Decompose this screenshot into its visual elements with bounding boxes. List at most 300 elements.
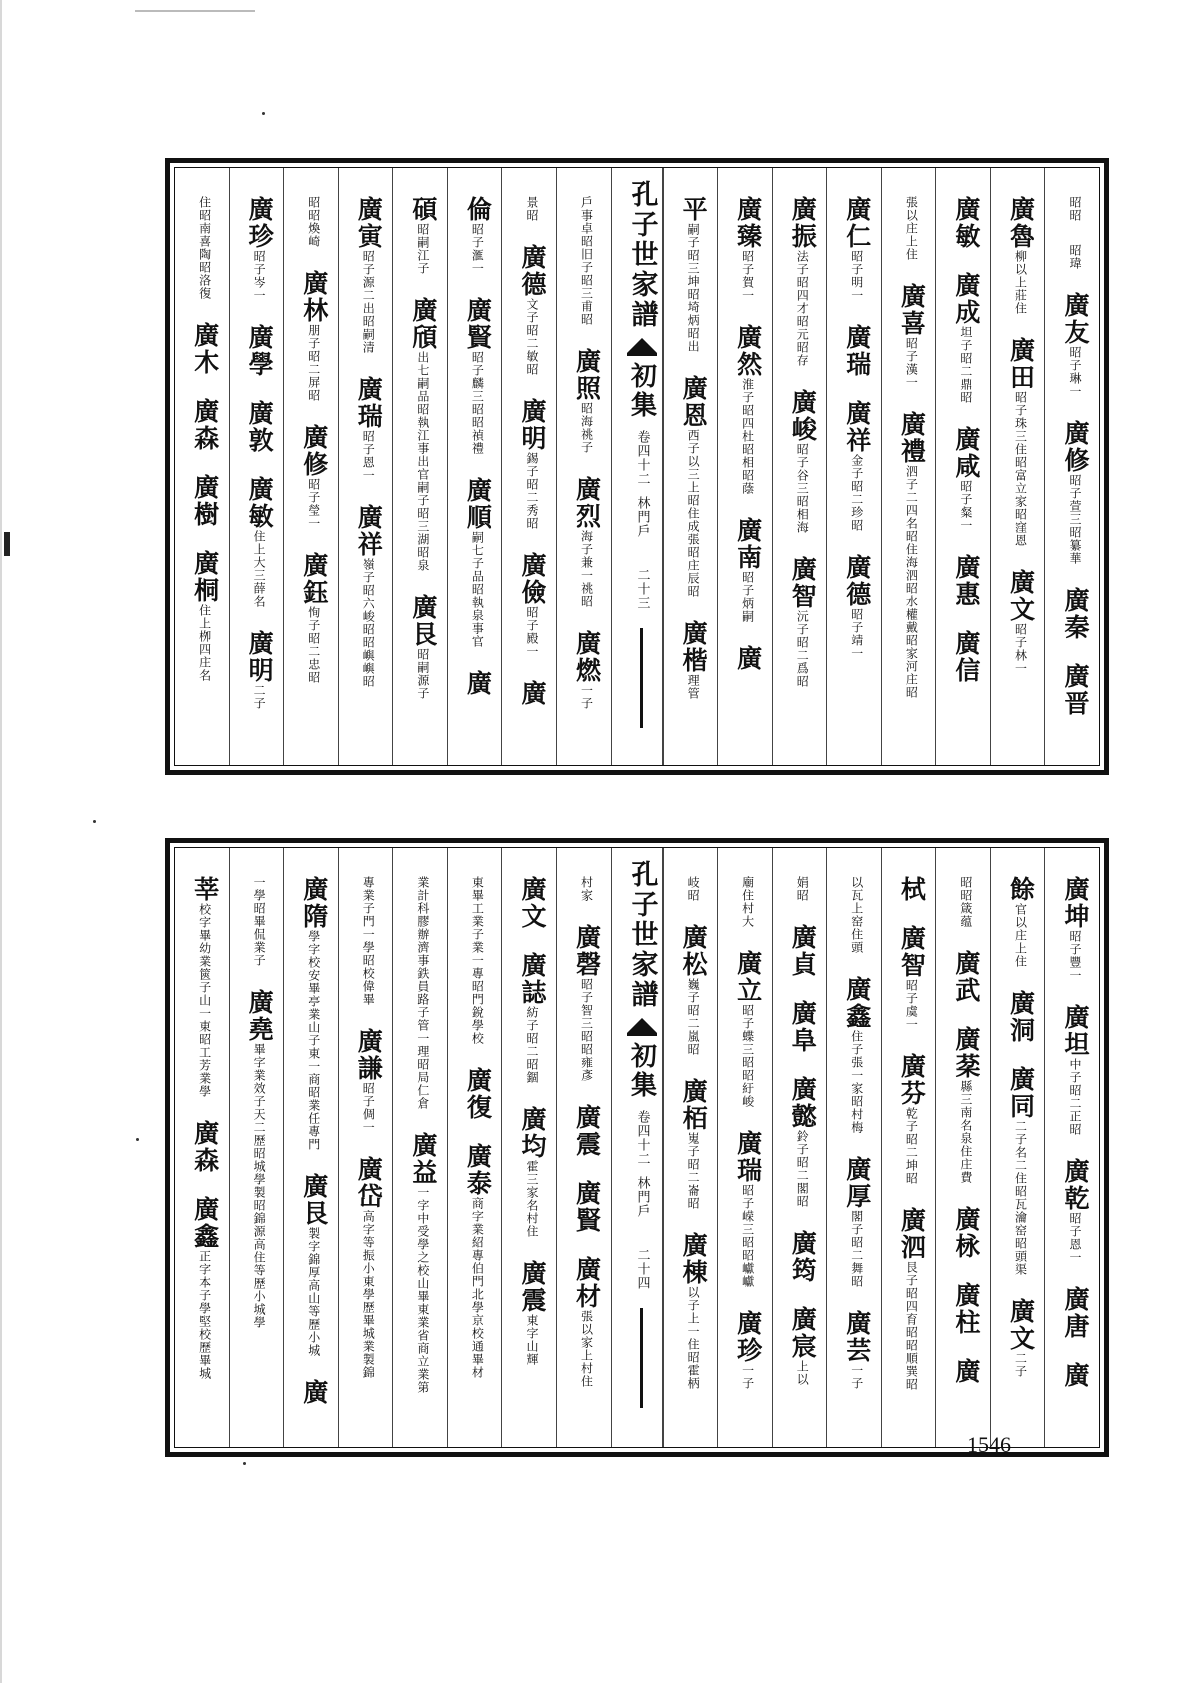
entry-gap xyxy=(313,248,314,270)
person-name: 廣田 xyxy=(1006,337,1036,391)
genealogy-entry xyxy=(572,924,602,1082)
genealogy-entry xyxy=(733,517,763,623)
entry-gap xyxy=(856,1134,857,1156)
person-name: 廣乾 xyxy=(1061,1158,1090,1212)
genealogy-entry xyxy=(951,554,981,608)
entry-gap xyxy=(259,454,260,476)
person-name: 廣燃 xyxy=(572,630,602,684)
annotation-note: 昭子嵘三昭昭巘巘 xyxy=(740,1184,755,1288)
text-column xyxy=(283,848,338,1447)
entry-gap xyxy=(1075,641,1076,663)
genealogy-entry xyxy=(1066,196,1085,222)
person-name: 廣林 xyxy=(299,270,329,324)
person-name: 碩 xyxy=(408,196,438,223)
entry-gap xyxy=(204,1098,205,1120)
annotation-note: 淮子昭四杜昭相昭蔭 xyxy=(740,378,755,495)
entry-gap xyxy=(531,1238,532,1260)
person-name: 廣文 xyxy=(1006,1298,1036,1352)
person-name: 廣洞 xyxy=(1006,990,1036,1044)
entry-gap xyxy=(693,902,694,924)
entry-gap xyxy=(747,302,748,324)
genealogy-entry xyxy=(1061,420,1090,565)
person-name: 廣誌 xyxy=(517,952,547,1006)
person-name: 莘 xyxy=(190,876,220,903)
person-name: 廣 xyxy=(1061,1362,1090,1389)
text-column xyxy=(1044,168,1099,765)
annotation-note: 一子 xyxy=(740,1364,755,1390)
genealogy-entry xyxy=(463,670,493,697)
genealogy-entry xyxy=(517,952,547,1084)
genealogy-entry xyxy=(842,400,872,532)
text-column xyxy=(175,168,229,765)
genealogy-entry xyxy=(190,1120,220,1174)
annotation-note: 昭子漢一 xyxy=(904,337,919,389)
annotation-note: 一子 xyxy=(849,1364,864,1390)
entry-gap xyxy=(477,1121,478,1143)
annotation-note: 一學昭畢侃業子 xyxy=(252,876,267,967)
annotation-note: 住子張一家昭村梅 xyxy=(849,1030,864,1134)
entry-gap xyxy=(204,376,205,398)
genealogy-entry xyxy=(788,196,818,367)
person-name: 廣同 xyxy=(1006,1066,1036,1120)
genealogy-entry xyxy=(951,1026,981,1184)
genealogy-entry xyxy=(299,270,329,402)
entry-gap xyxy=(531,530,532,552)
entry-gap xyxy=(965,1336,966,1358)
genealogy-entry xyxy=(1061,292,1090,398)
person-name: 廣儉 xyxy=(517,552,547,606)
entry-gap xyxy=(911,261,912,283)
genealogy-entry xyxy=(463,196,493,275)
genealogy-entry xyxy=(1061,1362,1090,1389)
genealogy-entry xyxy=(190,398,220,452)
person-name: 廣震 xyxy=(517,1260,547,1314)
annotation-note: 廟住村大 xyxy=(740,876,755,928)
annotation-note: 鈴子昭二閣昭 xyxy=(795,1130,810,1208)
person-name: 廣鑫 xyxy=(190,1196,220,1250)
person-name: 廣瑞 xyxy=(354,376,384,430)
annotation-note: 娟昭 xyxy=(795,876,810,902)
genealogy-entry xyxy=(733,324,763,495)
binding-mark xyxy=(4,532,10,556)
person-name: 廣貞 xyxy=(788,924,818,978)
person-name: 廣 xyxy=(517,680,547,707)
person-name: 廣木 xyxy=(190,322,220,376)
entry-gap xyxy=(965,532,966,554)
collection-label: 初集 xyxy=(626,362,657,420)
genealogy-entry xyxy=(1006,569,1036,675)
entry-gap xyxy=(747,495,748,517)
entry-gap xyxy=(856,302,857,324)
person-name: 廣坦 xyxy=(1061,1004,1090,1058)
annotation-note: 正字本子學堅校歷畢城 xyxy=(197,1250,212,1380)
annotation-note: 昭子恩一 xyxy=(1068,1212,1082,1264)
annotation-note: 官以庄上住 xyxy=(1013,903,1028,968)
entry-gap xyxy=(802,534,803,556)
annotation-note: 昭子麟三昭昭禎禮 xyxy=(470,351,485,455)
genealogy-entry xyxy=(463,1143,493,1379)
annotation-note: 昭昭箴蕴 xyxy=(958,876,973,928)
person-name: 廣筠 xyxy=(788,1230,818,1284)
genealogy-entry xyxy=(517,680,547,707)
genealogy-entry xyxy=(951,272,981,404)
genealogy-entry xyxy=(354,504,384,688)
person-name: 廣 xyxy=(951,1358,981,1385)
genealogy-entry xyxy=(468,876,487,1045)
text-column xyxy=(935,848,990,1447)
folio-number: 二十四 xyxy=(634,1248,650,1290)
genealogy-entry xyxy=(408,297,438,572)
genealogy-entry xyxy=(517,398,547,530)
entry-gap xyxy=(477,455,478,477)
annotation-note: 昭海祧子 xyxy=(579,402,594,454)
genealogy-entry xyxy=(517,244,547,376)
genealogy-entry xyxy=(517,876,547,930)
text-column xyxy=(501,848,556,1447)
person-name: 廣震 xyxy=(572,1104,602,1158)
genealogy-entry xyxy=(250,876,269,967)
person-name: 平 xyxy=(679,196,709,223)
entry-gap xyxy=(856,954,857,976)
center-bar xyxy=(640,1308,643,1408)
entry-gap xyxy=(1075,1264,1076,1286)
entry-gap xyxy=(965,928,966,950)
center-bar xyxy=(640,628,643,728)
annotation-note: 中子昭二正昭 xyxy=(1068,1058,1082,1136)
annotation-note: 西子以三上昭住成張昭庄辰昭 xyxy=(686,429,701,598)
entry-gap xyxy=(368,1134,369,1156)
annotation-note: 岐昭 xyxy=(686,876,701,902)
genealogy-entry xyxy=(684,876,703,902)
entry-gap xyxy=(531,222,532,244)
person-name: 廣柱 xyxy=(951,1282,981,1336)
scan-speck xyxy=(262,112,265,115)
entry-gap xyxy=(477,648,478,670)
annotation-note: 巍子昭二嵐昭 xyxy=(686,978,701,1056)
genealogy-entry xyxy=(902,196,921,261)
entry-gap xyxy=(477,275,478,297)
person-name: 廣阜 xyxy=(788,1000,818,1054)
genealogy-entry xyxy=(190,876,220,1098)
person-name: 廣寅 xyxy=(354,196,384,250)
person-name: 廣鑫 xyxy=(842,976,872,1030)
text-column xyxy=(663,168,718,765)
genealogy-entry xyxy=(1061,663,1090,717)
genealogy-entry xyxy=(788,1000,818,1054)
annotation-note: 昭子賀一 xyxy=(740,250,755,302)
annotation-note: 昭昭煥崎 xyxy=(306,196,321,248)
genealogy-entry xyxy=(1006,876,1036,968)
genealogy-entry xyxy=(842,324,872,378)
annotation-note: 昭子明一 xyxy=(849,250,864,302)
genealogy-entry xyxy=(788,1076,818,1208)
entry-gap xyxy=(747,1108,748,1130)
genealogy-entry xyxy=(733,1130,763,1288)
annotation-note: 昭子珠三住昭富立家昭窪恩 xyxy=(1013,391,1028,547)
person-name: 倫 xyxy=(463,196,493,223)
person-name: 廣智 xyxy=(788,556,818,610)
genealogy-entry xyxy=(354,1028,384,1134)
person-name: 廣修 xyxy=(1061,420,1090,474)
annotation-note: 昭嗣江子 xyxy=(415,223,430,275)
person-name: 廣艮 xyxy=(408,594,438,648)
person-name: 廣珍 xyxy=(245,196,275,250)
text-column xyxy=(990,848,1045,1447)
person-name: 廣喜 xyxy=(897,283,927,337)
person-name: 廣 xyxy=(733,645,763,672)
scan-edge-line xyxy=(0,0,2,1683)
annotation-note: 閣子昭二舞昭 xyxy=(849,1210,864,1288)
entry-gap xyxy=(204,1174,205,1196)
annotation-note: 昭昭 xyxy=(1068,196,1082,222)
person-name: 廣然 xyxy=(733,324,763,378)
genealogy-entry xyxy=(951,950,981,1004)
entry-gap xyxy=(1075,398,1076,420)
entry-gap xyxy=(368,482,369,504)
annotation-note: 昭瑋 xyxy=(1068,244,1082,270)
entry-gap xyxy=(259,302,260,324)
entry-gap xyxy=(802,1208,803,1230)
annotation-note: 一子 xyxy=(579,684,594,710)
genealogy-entry xyxy=(196,196,215,300)
household-label: 林門戶 xyxy=(634,1176,650,1218)
person-name: 廣南 xyxy=(733,517,763,571)
entry-gap xyxy=(965,1004,966,1026)
person-name: 廣宸 xyxy=(788,1306,818,1360)
annotation-note: 昭子靖一 xyxy=(849,608,864,660)
text-column xyxy=(175,848,229,1447)
person-name: 廣敏 xyxy=(245,476,275,530)
genealogy-entry xyxy=(1006,1066,1036,1276)
scan-speck xyxy=(243,1462,246,1465)
entry-gap xyxy=(586,1082,587,1104)
annotation-note: 張以庄上住 xyxy=(904,196,919,261)
person-name: 廣友 xyxy=(1061,292,1090,346)
genealogy-entry xyxy=(951,196,981,250)
annotation-note: 村家 xyxy=(579,876,594,902)
genealogy-entry xyxy=(897,876,927,903)
annotation-note: 坦子昭二鼎昭 xyxy=(958,326,973,404)
person-name: 廣學 xyxy=(245,324,275,378)
text-column xyxy=(556,168,611,765)
entry-gap xyxy=(911,1185,912,1207)
genealogy-entry xyxy=(414,876,433,1110)
text-column xyxy=(229,848,284,1447)
book-title: 孔子世家譜 xyxy=(626,180,658,330)
annotation-note: 昭子虞一 xyxy=(904,979,919,1031)
annotation-note: 昭嗣源子 xyxy=(415,648,430,700)
person-name: 廣成 xyxy=(951,272,981,326)
genealogy-entry xyxy=(408,1132,438,1394)
genealogy-entry xyxy=(305,196,324,248)
entry-gap xyxy=(313,1151,314,1173)
person-name: 廣武 xyxy=(951,950,981,1004)
entry-gap xyxy=(204,528,205,550)
person-name: 廣桐 xyxy=(190,550,220,604)
text-column xyxy=(229,168,284,765)
genealogy-entry xyxy=(299,552,329,684)
genealogy-entry xyxy=(793,876,812,902)
entry-gap xyxy=(422,572,423,594)
text-column xyxy=(717,848,772,1447)
annotation-note: 文子昭二敏昭 xyxy=(524,298,539,376)
entry-gap xyxy=(965,608,966,630)
page-frame xyxy=(174,847,1100,1448)
person-name: 廣堯 xyxy=(245,989,275,1043)
entry-gap xyxy=(531,658,532,680)
genealogy-entry xyxy=(354,376,384,482)
entry-gap xyxy=(586,608,587,630)
person-name: 廣芬 xyxy=(897,1053,927,1107)
text-column xyxy=(447,168,502,765)
entry-gap xyxy=(856,378,857,400)
text-column xyxy=(392,848,447,1447)
person-name: 廣咸 xyxy=(951,426,981,480)
text-column xyxy=(283,168,338,765)
annotation-note: 一字中受學之校山畢東業省商立業第 xyxy=(415,1186,430,1394)
genealogy-entry xyxy=(245,324,275,378)
annotation-note: 昭子源二出昭嗣清 xyxy=(361,250,376,354)
entry-gap xyxy=(1075,1136,1076,1158)
annotation-note: 金子昭二珍昭 xyxy=(849,454,864,532)
entry-gap xyxy=(856,1288,857,1310)
person-name: 廣 xyxy=(299,1379,329,1406)
person-name: 廣恩 xyxy=(679,375,709,429)
annotation-note: 紡子昭二昭錮 xyxy=(524,1006,539,1084)
genealogy-page-24 xyxy=(165,838,1109,1457)
annotation-note: 嗣子昭三坤昭埼炳昭出 xyxy=(686,223,701,353)
annotation-note: 二子名二住昭瓦瀹窑昭頭渠 xyxy=(1013,1120,1028,1276)
text-column xyxy=(1044,848,1099,1447)
person-name: 廣瑞 xyxy=(733,1130,763,1184)
text-column xyxy=(826,168,881,765)
entry-gap xyxy=(422,1110,423,1132)
entry-gap xyxy=(204,452,205,474)
annotation-note: 昭子倜一 xyxy=(361,1082,376,1134)
person-name: 廣棻 xyxy=(951,1026,981,1080)
entry-gap xyxy=(1020,547,1021,569)
genealogy-entry xyxy=(245,630,275,710)
genealogy-entry xyxy=(788,1230,818,1284)
person-name: 餘 xyxy=(1006,876,1036,903)
annotation-note: 昭子林一 xyxy=(1013,623,1028,675)
genealogy-entry xyxy=(245,400,275,454)
person-name: 廣敦 xyxy=(245,400,275,454)
entry-gap xyxy=(802,367,803,389)
person-name: 廣祥 xyxy=(842,400,872,454)
text-column xyxy=(501,168,556,765)
entry-gap xyxy=(693,1210,694,1232)
annotation-note: 戶事卓昭旧子昭三甫昭 xyxy=(579,196,594,326)
person-name: 廣唐 xyxy=(1061,1286,1090,1340)
person-name: 廣敏 xyxy=(951,196,981,250)
genealogy-entry xyxy=(897,283,927,389)
text-column xyxy=(392,168,447,765)
genealogy-entry xyxy=(190,474,220,528)
annotation-note: 學字校安畢亭業山子東一商昭業任專門 xyxy=(306,930,321,1151)
genealogy-entry xyxy=(299,424,329,530)
person-name: 廣瑞 xyxy=(842,324,872,378)
person-name: 廣晋 xyxy=(1061,663,1090,717)
person-name: 廣仁 xyxy=(842,196,872,250)
annotation-note: 以子上一住昭霍柄 xyxy=(686,1286,701,1390)
entry-gap xyxy=(1075,565,1076,587)
person-name: 廣智 xyxy=(897,925,927,979)
entry-gap xyxy=(368,354,369,376)
person-name: 廣岱 xyxy=(354,1156,384,1210)
genealogy-entry xyxy=(848,876,867,954)
genealogy-entry xyxy=(578,876,597,902)
entry-gap xyxy=(259,608,260,630)
entry-gap xyxy=(1075,1340,1076,1362)
genealogy-entry xyxy=(788,556,818,688)
person-name: 廣頎 xyxy=(408,297,438,351)
genealogy-entry xyxy=(733,1310,763,1390)
genealogy-entry xyxy=(951,1282,981,1336)
genealogy-entry xyxy=(354,1156,384,1379)
genealogy-entry xyxy=(897,1053,927,1185)
text-column xyxy=(772,168,827,765)
genealogy-entry xyxy=(572,348,602,454)
annotation-note: 畢字業效子天二歷昭城學製昭錦源高住等歷小城學 xyxy=(252,1043,267,1329)
text-column xyxy=(935,168,990,765)
genealogy-entry xyxy=(739,876,758,928)
person-name: 廣艮 xyxy=(299,1173,329,1227)
person-name: 廣明 xyxy=(517,398,547,452)
collection-label: 初集 xyxy=(626,1042,657,1100)
person-name: 廣松 xyxy=(679,924,709,978)
genealogy-entry xyxy=(190,322,220,376)
person-name: 廣泰 xyxy=(463,1143,493,1197)
fish-tail-mark xyxy=(627,336,657,356)
annotation-note: 錫子昭二秀昭 xyxy=(524,452,539,530)
genealogy-entry xyxy=(572,1256,602,1388)
text-column xyxy=(338,848,393,1447)
annotation-note: 昭子恩一 xyxy=(361,430,376,482)
person-name: 廣材 xyxy=(572,1256,602,1310)
annotation-note: 昭子瑩一 xyxy=(306,478,321,530)
entry-gap xyxy=(911,903,912,925)
person-name: 廣楷 xyxy=(679,620,709,674)
annotation-note: 業計科膠辦濟事鉄員路子管一理昭局仁倉 xyxy=(415,876,430,1110)
genealogy-entry xyxy=(572,1104,602,1158)
person-name: 廣復 xyxy=(463,1067,493,1121)
annotation-note: 二子 xyxy=(1013,1352,1028,1378)
annotation-note: 嶺子昭六峻昭昭嶼嶼昭 xyxy=(361,558,376,688)
genealogy-entry xyxy=(245,476,275,608)
scan-speck xyxy=(93,820,96,823)
person-name: 廣惠 xyxy=(951,554,981,608)
person-name: 廣森 xyxy=(190,398,220,452)
entry-gap xyxy=(259,967,260,989)
annotation-note: 專業子門一學昭校偉畢 xyxy=(361,876,376,1006)
genealogy-entry xyxy=(517,1260,547,1366)
person-name: 廣順 xyxy=(463,477,493,531)
person-name: 廣信 xyxy=(951,630,981,684)
text-column xyxy=(338,168,393,765)
person-name: 廣棟 xyxy=(679,1232,709,1286)
person-name: 廣鈺 xyxy=(299,552,329,606)
person-name: 廣磬 xyxy=(572,924,602,978)
annotation-note: 泗子二四名昭住海泗昭水權戴昭家河庄昭 xyxy=(904,465,919,699)
genealogy-entry xyxy=(679,1232,709,1390)
person-name: 廣坤 xyxy=(1061,876,1090,930)
genealogy-entry xyxy=(1006,337,1036,547)
annotation-note: 製字錦厚高山等歷小城 xyxy=(306,1227,321,1357)
annotation-note: 乾子昭二坤昭 xyxy=(904,1107,919,1185)
entry-gap xyxy=(1075,222,1076,244)
entry-gap xyxy=(747,1288,748,1310)
